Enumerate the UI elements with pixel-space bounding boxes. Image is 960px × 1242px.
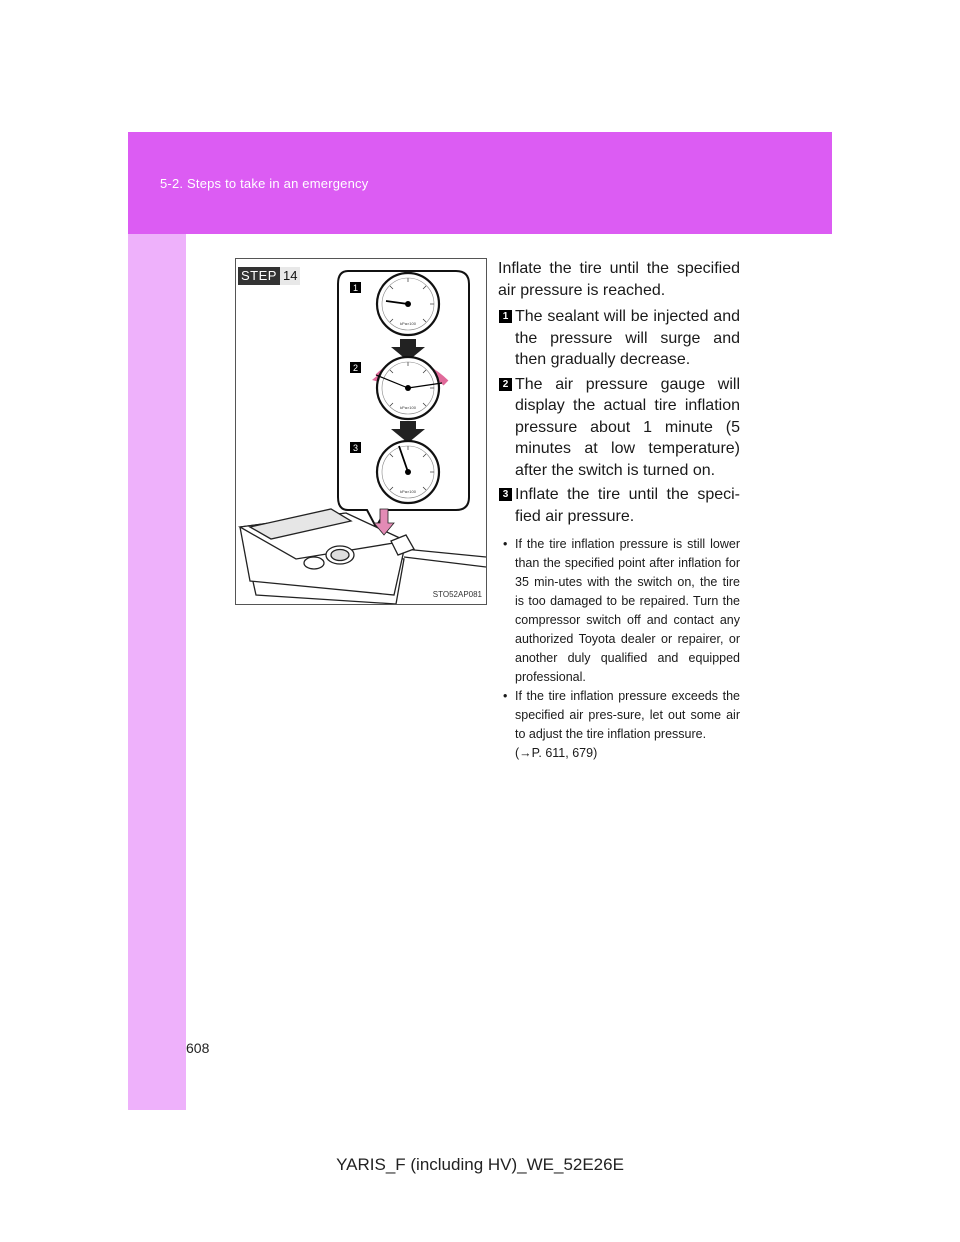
step-number-badge: 2 — [499, 378, 512, 391]
note-text: If the tire inflation pressure exceeds the specified air pres-sure, let out some air to adjust the tire inflation pressure. — [515, 689, 740, 741]
note-text: If the tire inflation pressure is still lower than the specified point after inflation for 35 min-utes with the switch on, the tire is too damaged to be repaired. Turn the compressor switch off and contact any authorized Toyota dealer or repairer, or another duly qualified and equipped professional. — [515, 537, 740, 684]
step-text: The sealant will be injected and the pressure will surge and then gradually decrease. — [515, 308, 740, 368]
svg-text:kPa×100: kPa×100 — [400, 405, 416, 410]
step-text: Inflate the tire until the speci-fied air pressure. — [515, 486, 740, 525]
compressor-illustration — [236, 259, 486, 604]
figure-code: STO52AP081 — [432, 590, 482, 599]
step-item — [498, 306, 740, 371]
step-list — [498, 306, 740, 527]
bullet-icon: • — [503, 689, 508, 703]
note-item — [498, 535, 740, 687]
instruction-text — [498, 258, 740, 763]
gauge-marker-3 — [350, 442, 361, 453]
side-band — [128, 234, 186, 1110]
footer-doc-id: YARIS_F (including HV)_WE_52E26E — [336, 1155, 624, 1174]
svg-text:3: 3 — [352, 443, 359, 453]
gauge-3 — [377, 441, 439, 503]
bullet-icon: • — [503, 537, 508, 551]
section-title: 5-2. Steps to take in an emergency — [160, 176, 369, 191]
note-list — [498, 535, 740, 763]
step-item — [498, 374, 740, 482]
svg-text:1: 1 — [352, 283, 359, 293]
illustration-figure — [235, 258, 487, 605]
gauge-marker-1 — [350, 282, 361, 293]
svg-text:2: 2 — [352, 363, 359, 373]
svg-text:kPa×100: kPa×100 — [400, 489, 416, 494]
gauge-1 — [377, 273, 439, 335]
intro-text: Inflate the tire until the specified air pressure is reached. — [498, 260, 740, 299]
svg-text:kPa×100: kPa×100 — [400, 321, 416, 326]
gauge-marker-2 — [350, 362, 361, 373]
step-badge — [238, 267, 300, 285]
step-item — [498, 484, 740, 527]
step-number: 14 — [280, 267, 300, 285]
note-item — [498, 687, 740, 763]
page-number: 608 — [186, 1040, 210, 1056]
step-text: The air pressure gauge will display the actual tire inflation pressure about 1 minute (5 minutes at low temperature) after the switch is turned on. — [515, 375, 740, 479]
step-number-badge: 3 — [499, 488, 512, 501]
step-label: STEP — [238, 267, 280, 285]
step-number-badge: 1 — [499, 310, 512, 323]
page-reference-link[interactable]: (→P. 611, 679) — [515, 746, 598, 760]
